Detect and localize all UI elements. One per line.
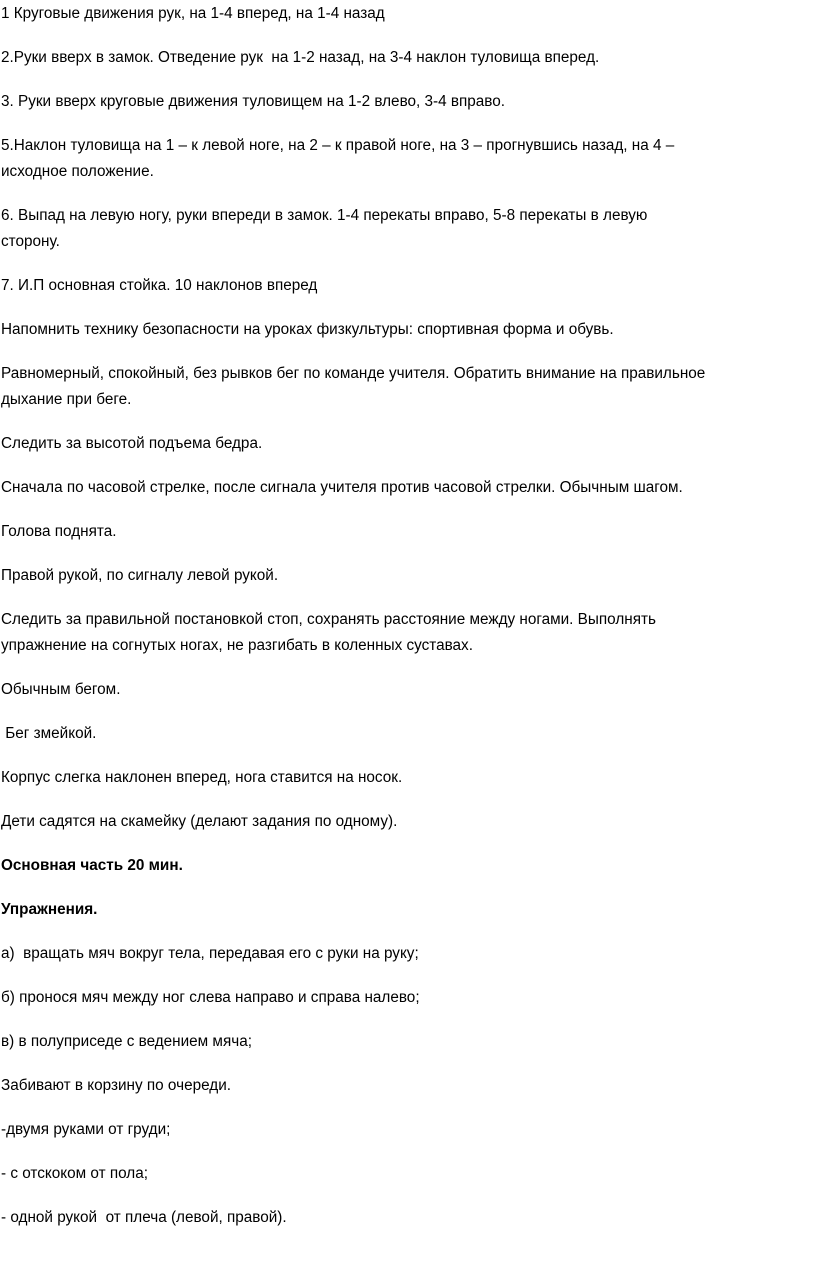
text-line: 1 Круговые движения рук, на 1-4 вперед, на 1-4 назад (1, 5, 385, 22)
text-line: - одной рукой от плеча (левой, правой). (1, 1209, 287, 1226)
text-line: дыхание при беге. (1, 391, 132, 408)
paragraph (1, 1029, 816, 1055)
text-line: -двумя руками от груди; (1, 1121, 171, 1138)
text-line: исходное положение. (1, 163, 154, 180)
section-heading (1, 853, 816, 879)
paragraph (1, 721, 816, 747)
paragraph (1, 45, 816, 71)
paragraph (1, 1117, 816, 1143)
text-line: 6. Выпад на левую ногу, руки впереди в замок. 1-4 перекаты вправо, 5-8 перекаты в левую (1, 207, 648, 224)
text-line: Основная часть 20 мин. (1, 857, 183, 874)
paragraph (1, 1161, 816, 1187)
paragraph (1, 1205, 816, 1231)
text-line: 7. И.П основная стойка. 10 наклонов вперед (1, 277, 318, 294)
text-line: Обычным бегом. (1, 681, 121, 698)
text-line: Напомнить технику безопасности на уроках физкультуры: спортивная форма и обувь. (1, 321, 614, 338)
text-line: Голова поднята. (1, 523, 117, 540)
text-line: а) вращать мяч вокруг тела, передавая его с руки на руку; (1, 945, 419, 962)
text-line: Упражнения. (1, 901, 98, 918)
paragraph (1, 519, 816, 545)
text-line: Следить за правильной постановкой стоп, сохранять расстояние между ногами. Выполнять (1, 611, 656, 628)
text-line: Следить за высотой подъема бедра. (1, 435, 263, 452)
text-line: упражнение на согнутых ногах, не разгибать в коленных суставах. (1, 637, 473, 654)
paragraph (1, 431, 816, 457)
paragraph (1, 563, 816, 589)
paragraph (1, 941, 816, 967)
section-heading (1, 897, 816, 923)
text-line: Равномерный, спокойный, без рывков бег по команде учителя. Обратить внимание на правильное (1, 365, 706, 382)
paragraph (1, 809, 816, 835)
text-line: в) в полуприседе с ведением мяча; (1, 1033, 252, 1050)
text-line: Дети садятся на скамейку (делают задания по одному). (1, 813, 398, 830)
paragraph (1, 677, 816, 703)
text-line: Забивают в корзину по очереди. (1, 1077, 231, 1094)
text-line: 5.Наклон туловища на 1 – к левой ноге, на 2 – к правой ноге, на 3 – прогнувшись назад, на 4 – (1, 137, 675, 154)
paragraph (1, 317, 816, 343)
paragraph (1, 273, 816, 299)
paragraph (1, 203, 816, 255)
paragraph (1, 1, 816, 27)
text-line: сторону. (1, 233, 60, 250)
paragraph (1, 765, 816, 791)
paragraph (1, 607, 816, 659)
text-line: 2.Руки вверх в замок. Отведение рук на 1-2 назад, на 3-4 наклон туловища вперед. (1, 49, 600, 66)
paragraph (1, 985, 816, 1011)
text-line: 3. Руки вверх круговые движения туловищем на 1-2 влево, 3-4 вправо. (1, 93, 506, 110)
paragraph (1, 361, 816, 413)
paragraph (1, 1073, 816, 1099)
text-line: б) пронося мяч между ног слева направо и справа налево; (1, 989, 420, 1006)
text-line: Корпус слегка наклонен вперед, нога ставится на носок. (1, 769, 403, 786)
paragraph (1, 133, 816, 185)
text-line: - с отскоком от пола; (1, 1165, 148, 1182)
text-line: Бег змейкой. (1, 725, 97, 742)
text-line: Сначала по часовой стрелке, после сигнала учителя против часовой стрелки. Обычным шагом. (1, 479, 683, 496)
paragraph (1, 475, 816, 501)
paragraph (1, 89, 816, 115)
text-line: Правой рукой, по сигналу левой рукой. (1, 567, 279, 584)
